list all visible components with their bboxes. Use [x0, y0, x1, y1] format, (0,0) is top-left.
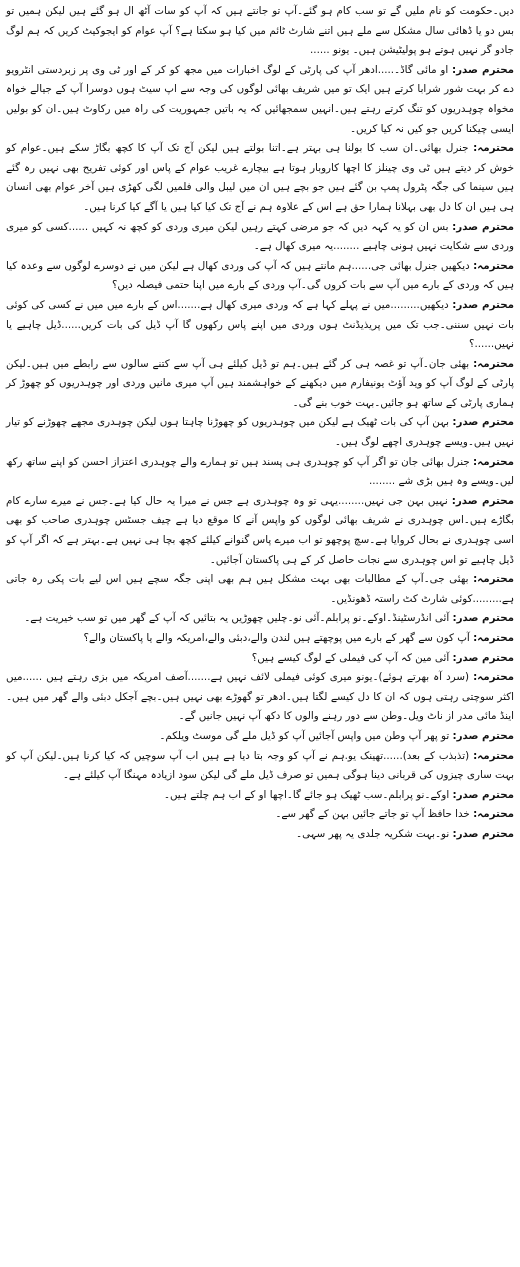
- speaker-label: محترم صدر:: [452, 729, 514, 742]
- paragraph-text: دیکھیں.........میں نے پہلے کہا ہے کہ وردی میری کھال ہے.......اس کے بارے میں میں نے کسی کی کوئی بات نہیں سننی۔جب تک میں پریذیڈنٹ ہوں وردی میں اپنے پاس رکھوں گا آپ ڈیل کی بات کریں......ڈیل چاہیے یا نہیں......؟: [6, 298, 514, 351]
- speaker-label: محترم صدر:: [452, 220, 515, 233]
- speaker-label: محترمہ:: [473, 357, 514, 370]
- paragraph-text: بھئی جان۔آپ تو غصہ ہی کر گئے ہیں۔ہم تو ڈیل کیلئے ہی آپ سے کتنے سالوں سے رابطے میں ہیں۔لیکن پارٹی کے لوگ آپ کو وید آؤٹ یونیفارم میں دیکھنے کے خواہشمند ہیں آپ میری مانیں وردی اور چوہدریوں کو چھوڑ کر ہماری پارٹی کے ساتھ ہو جائیں۔بہت خوب بنے گی۔: [6, 357, 514, 409]
- speaker-label: محترم صدر:: [452, 612, 514, 625]
- speaker-label: محترمہ:: [473, 142, 515, 155]
- paragraph-intro: [6, 2, 514, 61]
- paragraph-text: خدا حافظ آپ تو جاتے جائیں بہن کے گھر سے۔: [275, 808, 470, 821]
- speaker-label: محترم صدر:: [451, 494, 514, 507]
- paragraph-text: دیں۔حکومت کو نام ملیں گے تو سب کام ہو گئے۔آپ تو جانتے ہیں کہ آپ کو سات آٹھ ال ہو گئے ہیں لیکن ہمیں تو بس دو یا ڈھائی سال مشکل سے ملے ہیں اتنے شارٹ ٹائم میں کیا ہو سکتا ہے؟ آپ عوام کو ایجوکیٹ کریں کہ ہم لوگ جادو گر نہیں ہوتے ہو پولیٹیشن ہیں۔ یونو ......: [6, 5, 514, 57]
- paragraph-text: بھئی جی۔آپ کے مطالبات بھی بہت مشکل ہیں ہم بھی اپنی جگہ سچے ہیں اس لیے بات پکی رہ جاتی ہے.........کوئی شارٹ کٹ راستہ ڈھونڈیں۔: [6, 573, 514, 605]
- speaker-label: محترمہ:: [473, 259, 514, 272]
- paragraph-mohtarma: [6, 629, 514, 649]
- speaker-label: محترمہ:: [473, 632, 514, 644]
- speaker-label: محترم صدر:: [452, 651, 514, 664]
- paragraph-text: نہیں بہن جی نہیں........یہی تو وہ چوہدری ہے جس نے میرا یہ حال کیا ہے۔جس نے میرے سارے کام بگاڑے ہیں۔اس چوہدری نے شریف بھائی لوگوں کو واپس آنے کا موقع دیا ہے چیف جسٹس چوہدری صاحب کو بھی اسی چوہدری نے بحال کروایا ہے۔سچ پوچھو تو اب میرے پاس گنوانے کیلئے کچھ بچا ہی نہیں ہے۔بہتر ہے کہ اگر آپ کو ڈیل چاہیے تو اس چوہدری سے نجات حاصل کر کے ہی پاکستان آجائیں۔: [6, 494, 514, 566]
- paragraph-president: [6, 413, 514, 452]
- paragraph-president: [6, 825, 514, 845]
- paragraph-president: [6, 218, 514, 257]
- paragraph-president: [6, 649, 514, 669]
- speaker-label: محترم صدر:: [452, 416, 514, 429]
- speaker-label: محترمہ:: [473, 573, 514, 586]
- paragraph-mohtarma: [6, 805, 514, 825]
- speaker-label: محترم صدر:: [452, 63, 514, 76]
- speaker-label: محترم صدر:: [452, 298, 514, 311]
- paragraph-text: نو۔بہت شکریہ جلدی یہ پھر سہی۔: [296, 827, 450, 840]
- paragraph-text: تو پھر آپ وطن میں واپس آجائیں آپ کو ڈیل ملے گی موسٹ ویلکم۔: [159, 729, 450, 742]
- speaker-label: محترمہ:: [473, 671, 514, 684]
- speaker-label: محترمہ:: [473, 808, 514, 821]
- paragraph-president: [6, 609, 514, 629]
- paragraph-text: آئی مین کہ آپ کی فیملی کے لوگ کیسے ہیں؟: [251, 651, 450, 664]
- paragraph-president: [6, 492, 514, 570]
- paragraph-text: بس ان کو یہ کہہ دیں کہ جو مرضی کہتے رہیں لیکن میری وردی کو کچھ نہ کہیں ......کسی کو میری وردی سے شکایت نہیں ہونی چاہیے ........یہ میری کھال ہے۔: [6, 220, 514, 253]
- paragraph-text: اوکے۔نو پرابلم۔سب ٹھیک ہو جائے گا۔اچھا او کے اب ہم چلتے ہیں۔: [163, 788, 450, 801]
- paragraph-president: [6, 296, 514, 355]
- paragraph-mohtarma: [6, 668, 514, 727]
- paragraph-text: آئی انڈرسٹینڈ۔اوکے۔نو پرابلم۔آئی نو۔چلیں چھوڑیں یہ بتائیں کہ آپ کے گھر میں تو سب خیریت ہے۔: [24, 612, 450, 625]
- speaker-label: محترم صدر:: [452, 788, 514, 801]
- paragraph-mohtarma: [6, 747, 514, 786]
- paragraph-mohtarma: [6, 570, 514, 609]
- paragraph-text: جنرل بھائی۔ان سب کا بولنا ہی بہتر ہے۔اتنا بولتے ہیں لیکن آج تک آپ کا کچھ بگاڑ سکے ہیں۔عوام کو خوش کر دیتے ہیں ٹی وی چینلز کا اچھا کاروبار ہوتا ہے بیچارے غریب عوام کے پاس اور کوئی تفریح بھی نہیں رہ گئے ہیں سینما کی جگہ پٹرول پمپ بن گئے ہیں جو بچے ہیں ان میں لیبل والی فلمیں لگی کھڑی ہیں آخر عوام بھی انسان ہی ہیں ان کا دل بھی بہلانا ہمارا حق ہے اس کے علاوہ ہم نے آج تک کیا کیا ہیں یا آگے کیا کرنا ہیں۔: [6, 142, 514, 213]
- paragraph-text: بہن آپ کی بات ٹھیک ہے لیکن میں چوہدریوں کو چھوڑنا چاہتا ہوں لیکن چوہدری مجھے چھوڑنے کو تیار نہیں ہیں۔ویسے چوہدری اچھے لوگ ہیں۔: [6, 416, 514, 449]
- paragraph-mohtarma: [6, 355, 514, 414]
- paragraph-mohtarma: [6, 139, 514, 217]
- paragraph-text: جنرل بھائی جان تو اگر آپ کو چوہدری ہی پسند ہیں تو ہمارے والے چوہدری اعتزاز احسن کو اپنے ساتھ رکھ لیں۔ویسے وہ ہیں بڑی شے ........: [6, 455, 514, 488]
- paragraph-mohtarma: [6, 257, 514, 296]
- paragraph-text: (تذبذب کے بعد)......تھینک یو.ہم نے آپ کو وجہ بتا دیا ہے ہیں اب آپ سوچیں کہ کیا کرنا ہیں۔لیکن آپ کو بہت ساری چیزوں کی قربانی دینا ہوگی ہمیں تو صرف ڈیل ملے گی لیکن سود ازیادہ مہنگا آپ کیلئے ہے۔: [6, 749, 514, 782]
- paragraph-president: [6, 727, 514, 747]
- speaker-label: محترمہ:: [473, 455, 514, 468]
- paragraph-text: او مائی گاڈ۔.....ادھر آپ کی پارٹی کے لوگ اخبارات میں مجھ کو کر کے اور ٹی وی پر زبردستی انٹرویو دے کر بہت شور شرابا کرتے ہیں ایک تو میں شریف بھائی لوگوں کی وجہ سے اپ سیٹ ہوں دوسرا آپ کے جیالے خواہ مخواہ چوہدریوں کو تنگ کرتے رہتے ہیں۔انہیں سمجھائیں کہ یہ باتیں جمہوریت کی راہ میں رکاوٹ ہیں۔ان کو بولیں ایسی چیکنا کریں جو کیں نہ کیا کریں۔: [6, 63, 514, 135]
- paragraph-president: [6, 786, 514, 806]
- paragraph-text: دیکھیں جنرل بھائی جی......ہم مانتے ہیں کہ آپ کی وردی کھال ہے لیکن میں نے دوسرے لوگوں سے وعدہ کیا ہیں کہ وردی کے بارے میں آپ سے بات کروں گی۔آپ وردی کے بارے میں اپنا حتمی فیصلہ دیں؟: [6, 259, 514, 292]
- speaker-label: محترمہ:: [473, 749, 514, 762]
- paragraph-text: (سرد آہ بھرتے ہوئے)۔یونو میری کوئی فیملی لائف نہیں ہے.......آصف امریکہ میں بزی رہتے ہیں ......میں اکثر سوچتی رہتی ہوں کہ ان کا دل کیسے لگتا ہیں۔ادھر تو گھوڑے بھی نہیں ہیں۔بچے آجکل دبئی والے گھر میں ہیں۔اینڈ مائی مدر از ناٹ ویل۔وطن سے دور رہنے والوں کا دکھ آپ نہیں جانیں گے۔: [6, 671, 514, 723]
- paragraph-mohtarma: [6, 453, 514, 492]
- paragraph-president: [6, 61, 514, 139]
- paragraph-text: آپ کون سے گھر کے بارے میں پوچھتے ہیں لندن والے،دبئی والے،امریکہ والے یا پاکستان والے؟: [83, 632, 470, 644]
- speaker-label: محترم صدر:: [452, 827, 514, 840]
